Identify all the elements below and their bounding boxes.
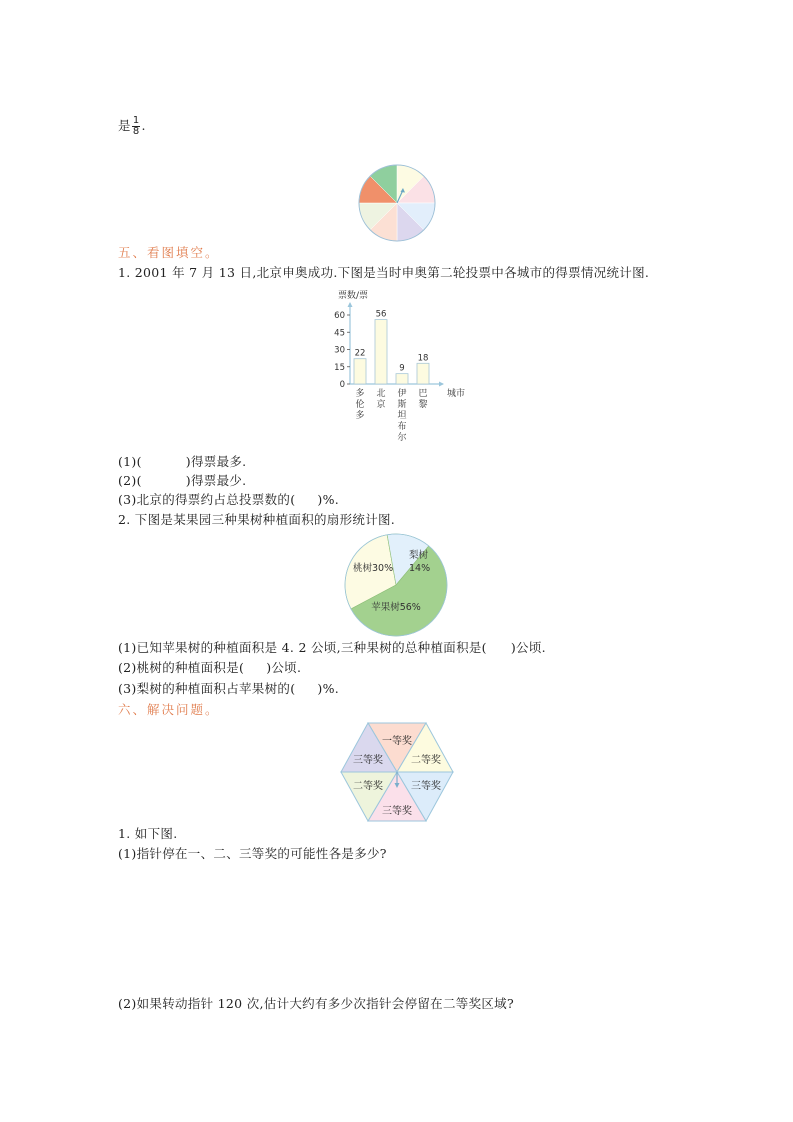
pie-label-peach: 桃树30% (353, 563, 394, 574)
category-label: 巴 (418, 389, 428, 399)
question-6-1-text: 1. 如下图. (118, 826, 178, 841)
category-label: 伊 (397, 389, 407, 399)
category-label: 尔 (397, 433, 407, 443)
hex-sector-label: 三等奖 (382, 806, 412, 817)
category-label: 多 (355, 411, 365, 421)
fraction-one-eighth: $\frac{1}{8}$ (132, 115, 140, 137)
question-5-1-text: 1. 2001 年 7 月 13 日,北京申奥成功.下图是当时申奥第二轮投票中各城市的得票情况统计图. (118, 265, 650, 280)
question-6-1-1: (1)指针停在一、二、三等奖的可能性各是多少? (118, 846, 387, 861)
bar (417, 363, 429, 384)
category-label: 多 (355, 389, 365, 399)
section-5-heading: 五、看图填空。 (118, 245, 220, 260)
hexagon-spinner (340, 722, 454, 822)
question-5-2-3: (3)梨树的种植面积占苹果树的( )%. (118, 681, 340, 696)
bar-value-label: 9 (399, 363, 405, 374)
bar-value-label: 18 (417, 353, 429, 364)
spinner-eight-sectors (357, 163, 437, 243)
hex-sector-label: 三等奖 (353, 755, 383, 766)
category-label: 北 (376, 389, 386, 399)
bar-chart-graphic (330, 285, 475, 445)
question-5-1-1: (1)( )得票最多. (118, 454, 247, 469)
category-label: 京 (376, 400, 386, 410)
hex-sector-label: 一等奖 (382, 736, 412, 747)
y-tick-label: 45 (334, 328, 345, 339)
category-label: 黎 (418, 400, 428, 410)
question-5-2-text: 2. 下图是某果园三种果树种植面积的扇形统计图. (118, 512, 396, 527)
category-label: 伦 (355, 400, 365, 410)
question-6-1-2: (2)如果转动指针 120 次,估计大约有多少次指针会停留在二等奖区域? (118, 996, 514, 1011)
bar-value-label: 56 (375, 309, 387, 320)
hex-sector-label: 二等奖 (353, 781, 383, 792)
section-6-heading: 六、解决问题。 (118, 702, 220, 717)
bar (396, 374, 408, 384)
intro-prefix: 是 (118, 118, 131, 133)
pie-label-apple: 苹果树56% (371, 602, 421, 613)
y-axis-label: 票数/票 (338, 291, 369, 301)
y-tick-label: 15 (334, 362, 345, 373)
pie-chart-orchard (343, 532, 449, 638)
question-5-2-1: (1)已知苹果树的种植面积是 4. 2 公顷,三种果树的总种植面积是( )公顷. (118, 640, 546, 655)
y-tick-label: 30 (334, 345, 345, 356)
question-5-1-2: (2)( )得票最少. (118, 473, 247, 488)
category-label: 布 (397, 422, 407, 432)
hexagon-spinner-graphic (340, 722, 454, 822)
intro-line: 是 $\frac{1}{8}$ . (118, 115, 146, 137)
hex-sector-label: 三等奖 (411, 781, 441, 792)
pie-label-pear-name: 梨树 (409, 550, 429, 561)
y-tick-label: 60 (334, 311, 345, 321)
bar (354, 359, 366, 384)
hex-sector-label: 二等奖 (411, 755, 441, 766)
question-5-1-3: (3)北京的得票约占总投票数的( )%. (118, 492, 340, 507)
pie-spinner-graphic (357, 163, 437, 243)
question-5-2-2: (2)桃树的种植面积是( )公顷. (118, 660, 302, 675)
category-label: 斯 (397, 400, 407, 410)
pie-chart-graphic (343, 532, 449, 638)
bar-value-label: 22 (354, 348, 366, 359)
bar-chart-votes (330, 285, 475, 445)
y-tick-label: 0 (339, 380, 345, 390)
pie-label-pear-pct: 14% (409, 563, 431, 574)
bar (375, 320, 387, 384)
x-axis-label: 城市 (447, 389, 466, 399)
category-label: 坦 (397, 411, 407, 421)
